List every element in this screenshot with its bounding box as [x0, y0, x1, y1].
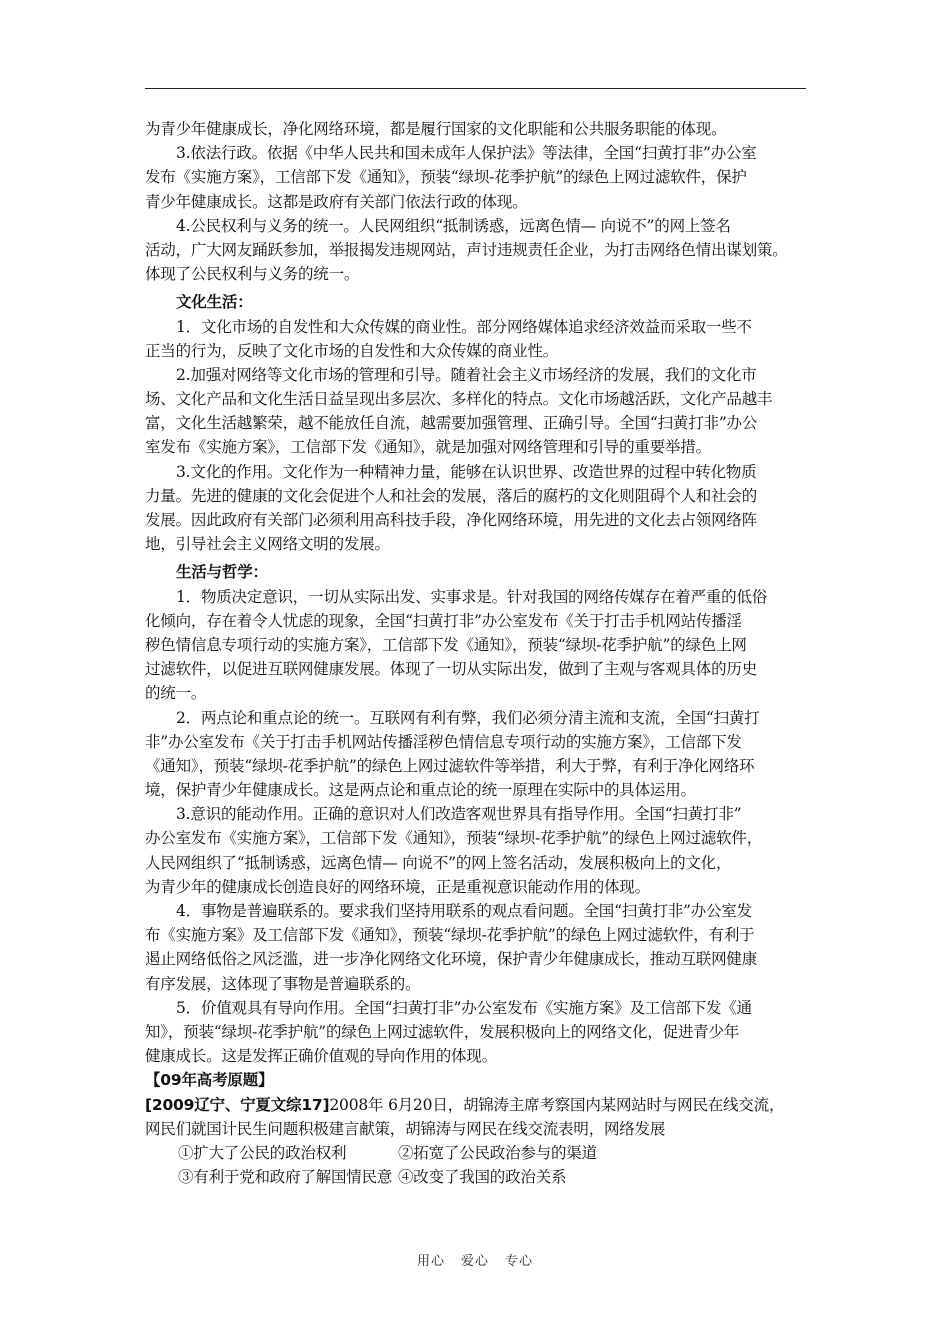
paragraph-line: 5．价值观具有导向作用。全国“扫黄打非”办公室发布《实施方案》及工信部下发《通 [176, 998, 752, 1017]
paragraph-line: 力量。先进的健康的文化会促进个人和社会的发展，落后的腐朽的文化则阻碍个人和社会的 [145, 486, 758, 505]
paragraph-line: 过滤软件，以促进互联网健康发展。体现了一切从实际出发，做到了主观与客观具体的历史 [145, 660, 758, 679]
paragraph-line: 场、文化产品和文化生活日益呈现出多层次、多样化的特点。文化市场越活跃，文化产品越丰 [145, 390, 773, 409]
paragraph-line: 青少年健康成长。这都是政府有关部门依法行政的体现。 [145, 192, 528, 211]
paragraph-line: 发展。因此政府有关部门必须利用高科技手段，净化网络环境，用先进的文化去占领网络阵 [145, 511, 758, 529]
paragraph-line: 办公室发布《实施方案》，工信部下发《通知》，预装“绿坝-花季护航”的绿色上网过滤软件， [145, 829, 762, 848]
paragraph-line: 为青少年健康成长，净化网络环境，都是履行国家的文化职能和公共服务职能的体现。 [145, 120, 727, 138]
paragraph-line: 3.意识的能动作用。正确的意识对人们改造客观世界具有指导作用。全国“扫黄打非” [176, 805, 742, 824]
exam-heading: 【09年高考原题】 [145, 1071, 274, 1090]
paragraph-line: 富，文化生活越繁荣，越不能放任自流，越需要加强管理、正确引导。全国“扫黄打非”办公 [145, 414, 758, 433]
paragraph-line: 健康成长。这是发挥正确价值观的导向作用的体现。 [145, 1047, 497, 1066]
options-row [145, 1165, 813, 1189]
paragraph-line: 遏止网络低俗之风泛滥，进一步净化网络文化环境，保护青少年健康成长，推动互联网健康 [145, 950, 758, 969]
paragraph-line: 非”办公室发布《关于打击手机网站传播淫秽色情信息专项行动的实施方案》，工信部下发 [145, 732, 742, 751]
paragraph-line: 4．事物是普遍联系的。要求我们坚持用联系的观点看问题。全国“扫黄打非”办公室发 [176, 902, 752, 920]
section-heading-culture: 文化生活： [176, 293, 253, 312]
exam-source: [2009辽宁、宁夏文综17] [145, 1095, 330, 1114]
paragraph-line: 秽色情信息专项行动的实施方案》，工信部下发《通知》，预装“绿坝-花季护航”的绿色上网 [145, 635, 747, 654]
paragraph-line: 体现了公民权利与义务的统一。 [145, 265, 360, 284]
paragraph-line: 活动，广大网友踊跃参加，举报揭发违规网站，声讨违规责任企业，为打击网络色情出谋划策。 [145, 240, 788, 259]
option-2: ②拓宽了公民政治参与的渠道 [398, 1143, 597, 1162]
paragraph-line: 有序发展，这体现了事物是普遍联系的。 [145, 974, 421, 993]
option-4: ④改变了我国的政治关系 [398, 1168, 567, 1187]
page-footer [0, 1250, 950, 1269]
paragraph-line: 3.文化的作用。文化作为一种精神力量，能够在认识世界、改造世界的过程中转化物质 [176, 462, 757, 481]
paragraph-line: 室发布《实施方案》，工信部下发《通知》，就是加强对网络管理和引导的重要举措。 [145, 438, 711, 457]
paragraph-line: 知》，预装“绿坝-花季护航”的绿色上网过滤软件，发展积极向上的网络文化，促进青少年 [145, 1022, 740, 1041]
options-row [145, 1141, 813, 1165]
paragraph-line: 《通知》，预装“绿坝-花季护航”的绿色上网过滤软件等举措，利大于弊，有利于净化网络环 [145, 756, 755, 775]
section-heading-philosophy: 生活与哲学： [176, 563, 268, 582]
paragraph-line: 地，引导社会主义网络文明的发展。 [145, 535, 390, 554]
document-body [145, 117, 813, 1189]
exam-question-text: 2008年 6月20日，胡锦涛主席考察国内某网站时与网民在线交流， [329, 1095, 785, 1114]
footer-word: 用心 [416, 1254, 445, 1269]
paragraph-line: 人民网组织了“抵制诱惑，远离色情— 向说不”的网上签名活动，发展积极向上的文化， [145, 853, 732, 872]
footer-word: 专心 [505, 1254, 534, 1269]
footer-word: 爱心 [460, 1254, 489, 1269]
paragraph-line: 4.公民权利与义务的统一。人民网组织“抵制诱惑，远离色情— 向说不”的网上签名 [176, 216, 731, 235]
paragraph-line: 化倾向，存在着令人忧虑的现象，全国“扫黄打非”办公室发布《关于打击手机网站传播淫 [145, 611, 742, 630]
option-3: ③有利于党和政府了解国情民意 [178, 1168, 393, 1187]
paragraph-line: 的统一。 [145, 684, 207, 703]
exam-question-line: 网民们就国计民生问题积极建言献策，胡锦涛与网民在线交流表明，网络发展 [145, 1119, 666, 1138]
option-1: ①扩大了公民的政治权利 [178, 1143, 347, 1162]
paragraph-line: 1．物质决定意识，一切从实际出发、实事求是。针对我国的网络传媒存在着严重的低俗 [176, 587, 768, 606]
paragraph-line: 为青少年的健康成长创造良好的网络环境，正是重视意识能动作用的体现。 [145, 877, 650, 896]
paragraph-line: 正当的行为，反映了文化市场的自发性和大众传媒的商业性。 [145, 341, 559, 360]
exam-question-line [145, 1093, 813, 1117]
paragraph-line: 2.加强对网络等文化市场的管理和引导。随着社会主义市场经济的发展，我们的文化市 [176, 365, 757, 384]
paragraph-line: 布《实施方案》及工信部下发《通知》，预装“绿坝-花季护航”的绿色上网过滤软件，有利于 [145, 926, 755, 945]
paragraph-line: 发布《实施方案》，工信部下发《通知》，预装“绿坝-花季护航”的绿色上网过滤软件，保护 [145, 168, 747, 187]
header-rule [145, 88, 806, 89]
paragraph-line: 境，保护青少年健康成长。这是两点论和重点论的统一原理在实际中的具体运用。 [145, 781, 696, 800]
paragraph-line: 1．文化市场的自发性和大众传媒的商业性。部分网络媒体追求经济效益而采取一些不 [176, 317, 752, 336]
paragraph-line: 2．两点论和重点论的统一。互联网有利有弊，我们必须分清主流和支流，全国“扫黄打 [176, 708, 760, 727]
paragraph-line: 3.依法行政。依据《中华人民共和国未成年人保护法》等法律，全国“扫黄打非”办公室 [176, 144, 757, 163]
